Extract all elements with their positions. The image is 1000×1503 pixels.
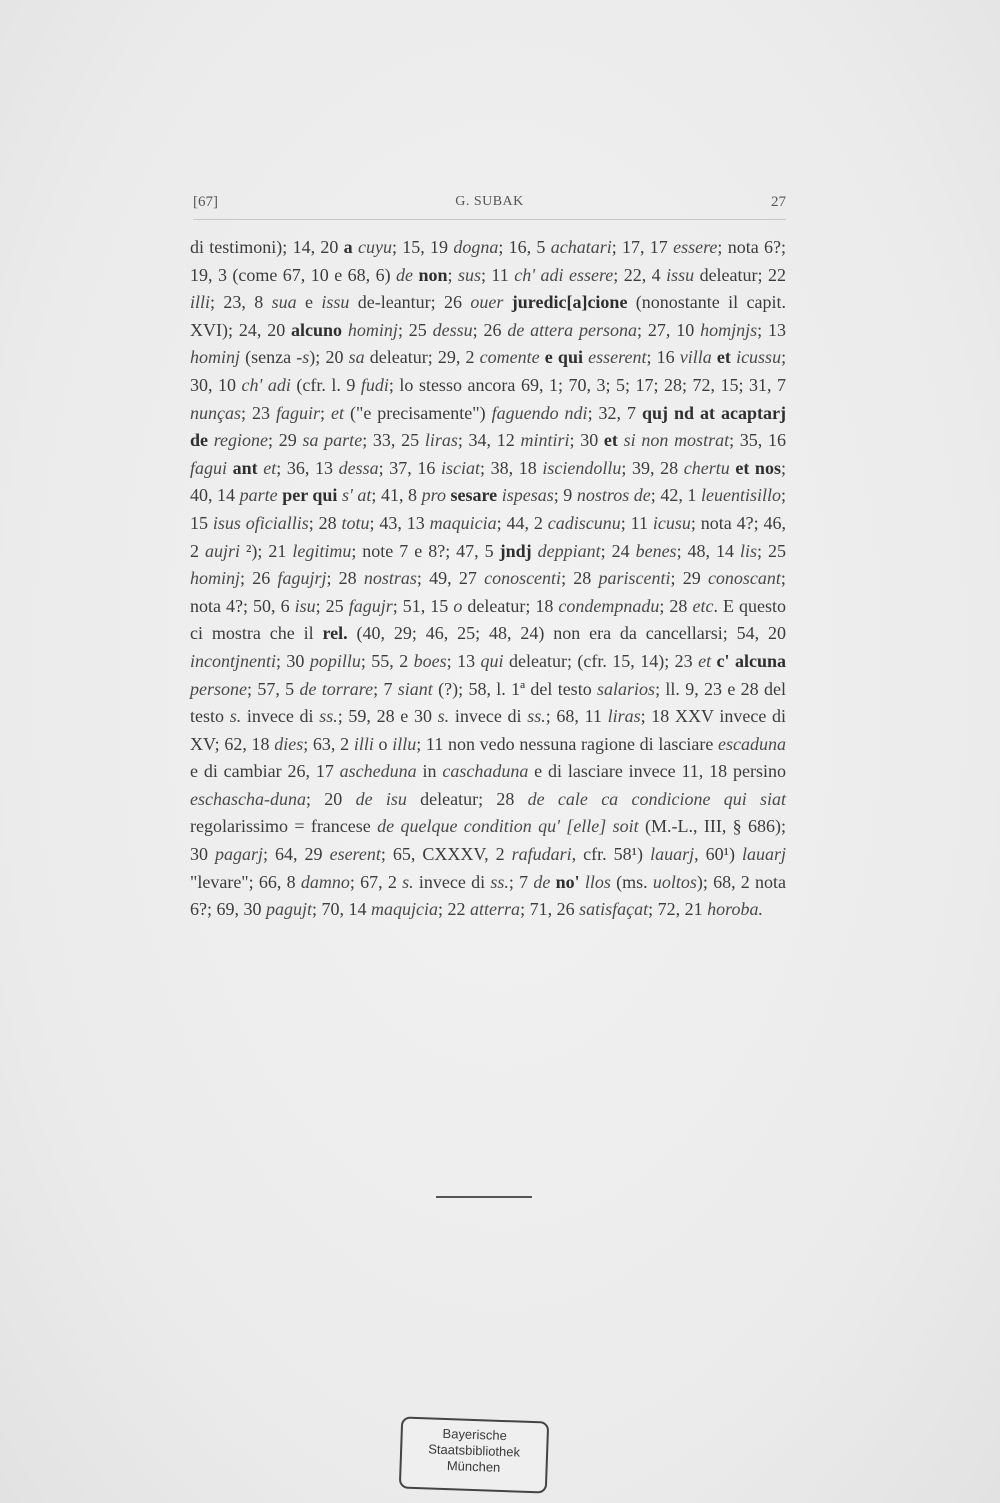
text-run: ; 23 bbox=[241, 402, 276, 423]
text-run: ; 37, 16 bbox=[378, 457, 441, 478]
italic-run: pagarj bbox=[215, 844, 264, 865]
italic-run: illi bbox=[190, 292, 211, 313]
bold-run: quj nd at acaptarj de bbox=[190, 402, 786, 451]
italic-run: lauarj bbox=[742, 844, 787, 865]
text-run: ; 71, 26 bbox=[520, 899, 580, 920]
italic-run: cadiscunu bbox=[547, 512, 621, 533]
italic-run: regione bbox=[213, 430, 269, 451]
text-run: ; bbox=[416, 568, 430, 589]
text-run: ; 22, 4 bbox=[613, 264, 667, 285]
text-run: ; 26 bbox=[472, 319, 508, 340]
italic-run: oficiallis bbox=[245, 512, 309, 533]
text-run: ; 28 bbox=[308, 512, 342, 533]
italic-run: illi bbox=[353, 733, 374, 754]
italic-run: condempnadu bbox=[558, 595, 660, 616]
text-run: ); 68, 2 nota 6?; bbox=[190, 871, 787, 920]
text-run: ; 25 bbox=[315, 595, 349, 616]
italic-run: sus bbox=[457, 264, 481, 285]
text-run: de-leantur; 26 bbox=[349, 292, 471, 313]
italic-run: totu bbox=[341, 512, 370, 533]
text-run: ; 63, 2 bbox=[303, 733, 354, 754]
text-run: e di lasciare invece 11, 18 persino bbox=[528, 761, 786, 782]
stamp-line-1: Bayerische bbox=[442, 1425, 508, 1444]
italic-run: issu bbox=[666, 264, 695, 285]
stamp-line-3: München bbox=[446, 1458, 501, 1475]
italic-run: hominj bbox=[347, 319, 398, 340]
text-run: ; nota 6?; 19, 3 (come 67, 10 e 68, 6) bbox=[190, 237, 786, 285]
italic-run: ch' adi bbox=[241, 374, 291, 395]
text-run: o bbox=[373, 733, 393, 754]
italic-run: fagujrj bbox=[277, 568, 327, 589]
text-run: ; 65, CXXXV, bbox=[380, 844, 496, 865]
bold-run: alcuno bbox=[291, 319, 343, 340]
italic-run: s' at bbox=[342, 485, 372, 506]
italic-run: cuyu bbox=[357, 237, 392, 257]
italic-run: qui bbox=[480, 650, 504, 671]
text-run: ; 25 bbox=[397, 319, 433, 340]
italic-run: nostros de bbox=[576, 485, 651, 506]
italic-run: benes bbox=[635, 540, 677, 561]
italic-run: dies bbox=[274, 733, 304, 754]
italic-run: faguir bbox=[275, 402, 320, 423]
italic-run: achatari bbox=[550, 237, 612, 257]
italic-run: de cale ca condicione qui siat bbox=[527, 788, 786, 809]
bold-run: et bbox=[603, 430, 618, 451]
text-run: invece di bbox=[246, 706, 320, 727]
italic-run: legitimu bbox=[292, 540, 352, 561]
text-run: di testimoni); 14, 20 bbox=[190, 237, 344, 257]
text-run: 2 bbox=[495, 844, 512, 865]
text-run: regolarissimo = francese bbox=[190, 816, 378, 837]
text-run: ; 64, 29 bbox=[263, 844, 330, 865]
text-run: . E bbox=[713, 595, 739, 616]
bold-run: jndj bbox=[499, 540, 532, 561]
italic-run: isciat bbox=[441, 457, 480, 478]
text-run: ; 26 bbox=[240, 568, 278, 589]
italic-run: aujri bbox=[204, 540, 240, 561]
italic-run: liras bbox=[424, 430, 458, 451]
italic-run: illu bbox=[392, 733, 417, 754]
header-page-number: 27 bbox=[771, 194, 786, 210]
text-run: ; bbox=[690, 512, 701, 533]
text-run: ; 24 bbox=[600, 540, 636, 561]
text-run: ; 55, 2 bbox=[360, 650, 414, 671]
italic-run: dessa bbox=[338, 457, 379, 478]
text-run: ; 38, 18 bbox=[480, 457, 543, 478]
italic-run: s. bbox=[437, 706, 450, 727]
text-run: (cfr. l. 9 bbox=[290, 374, 361, 395]
text-run: ; 30, 10 bbox=[190, 347, 787, 395]
italic-run: ch' adi essere bbox=[514, 264, 614, 285]
text-run: ; 28 bbox=[561, 568, 599, 589]
bold-run: juredic[a]cione bbox=[511, 292, 628, 313]
end-rule bbox=[436, 1196, 532, 1198]
italic-run: ss. bbox=[527, 706, 546, 727]
text-run: (senza - bbox=[240, 347, 303, 368]
text-run: XXV invece di XV; 62, 18 bbox=[190, 706, 786, 754]
italic-run: et bbox=[331, 402, 344, 423]
italic-run: sa parte bbox=[302, 430, 363, 451]
italic-run: dessu bbox=[432, 319, 473, 340]
italic-run: ispesas bbox=[501, 485, 554, 506]
text-run: ("e precisamente") bbox=[349, 402, 492, 423]
text-run: ; bbox=[320, 402, 331, 423]
text-run: ; 15, 19 bbox=[391, 237, 454, 257]
text-run: invece di bbox=[449, 706, 528, 727]
italic-run: lauarj bbox=[650, 844, 695, 865]
italic-run: sa bbox=[348, 347, 365, 368]
italic-run: essere bbox=[673, 237, 718, 257]
text-run: ; bbox=[349, 871, 361, 892]
text-run: ; 48, 14 bbox=[676, 540, 740, 561]
text-run: ; 70, 14 bbox=[312, 899, 372, 920]
italic-run: ouer bbox=[470, 292, 504, 313]
text-run: ; 30 bbox=[275, 650, 310, 671]
bold-run: et bbox=[716, 347, 731, 368]
text-run: in bbox=[422, 761, 443, 782]
text-run: ; 29 bbox=[268, 430, 303, 451]
italic-run: persone bbox=[190, 678, 247, 699]
italic-run: o bbox=[453, 595, 463, 616]
italic-run: faguendo ndi bbox=[491, 402, 588, 423]
italic-run: ss. bbox=[319, 706, 338, 727]
italic-run: mintiri bbox=[520, 430, 570, 451]
stamp-line-2: Staatsbibliothek bbox=[428, 1441, 521, 1460]
italic-run: eschascha-duna bbox=[190, 788, 306, 809]
italic-run: liras bbox=[607, 706, 641, 727]
text-run: ; 68, 11 bbox=[545, 706, 608, 727]
text-run: questo ci mostra che il bbox=[190, 595, 786, 644]
bold-run: no' bbox=[555, 871, 580, 892]
text-run: (nonostante il capit. XVI); 24, 20 bbox=[190, 292, 786, 340]
italic-run: pariscenti bbox=[598, 568, 671, 589]
text-run: ; 39, 28 bbox=[621, 457, 684, 478]
italic-run: villa bbox=[679, 347, 712, 368]
header-author: G. SUBAK bbox=[455, 194, 524, 209]
text-run: ; 28 bbox=[659, 595, 693, 616]
text-run: ; bbox=[757, 319, 768, 340]
text-run: ; bbox=[447, 264, 458, 285]
italic-run: boes bbox=[413, 650, 447, 671]
text-run: ; 28 bbox=[326, 568, 364, 589]
text-run: cancellarsi; 54, 20 bbox=[645, 623, 786, 644]
italic-run: s. bbox=[229, 706, 242, 727]
italic-run: etc bbox=[692, 595, 714, 616]
italic-run: si non bbox=[623, 430, 669, 451]
text-run: 16 bbox=[656, 347, 680, 368]
italic-run: llos bbox=[584, 871, 611, 892]
text-run: ; 40, 14 bbox=[190, 457, 786, 506]
text-run: ; 59, 28 e 30 bbox=[337, 706, 438, 727]
italic-run: de torrare bbox=[299, 678, 374, 699]
header-rule bbox=[193, 219, 786, 220]
italic-run: eserent bbox=[329, 844, 381, 865]
italic-run: fagujr bbox=[348, 595, 393, 616]
text-run: ; note 7 e 8?; 47, 5 bbox=[351, 540, 500, 561]
text-run: ; 35, 16 bbox=[729, 430, 786, 451]
text-run: ; 11 bbox=[480, 264, 515, 285]
text-run bbox=[503, 292, 511, 312]
italic-run: fudi bbox=[360, 374, 389, 395]
italic-run: isu bbox=[294, 595, 316, 616]
italic-run: lis bbox=[740, 540, 758, 561]
italic-run: isus bbox=[212, 512, 241, 533]
italic-run: siant bbox=[397, 678, 433, 699]
italic-run: dogna bbox=[453, 237, 499, 257]
italic-run: damno bbox=[300, 871, 350, 892]
italic-run: maquicia bbox=[429, 512, 497, 533]
italic-run: caschaduna bbox=[442, 761, 529, 782]
text-run: 8 bbox=[408, 485, 422, 506]
italic-run: nostras bbox=[363, 568, 417, 589]
text-run: (ms. bbox=[610, 871, 653, 892]
text-run: invece di bbox=[413, 871, 491, 892]
text-run: ; 11 bbox=[620, 512, 653, 533]
bold-run: c' alcuna bbox=[716, 650, 786, 671]
text-run: "levare"; 66, 8 bbox=[190, 871, 301, 892]
text-run: ; 36, 13 bbox=[276, 457, 339, 478]
text-run: ; 44, 2 bbox=[496, 512, 548, 533]
italic-run: incontjnenti bbox=[190, 650, 276, 671]
header-page-bracket: [67] bbox=[193, 194, 218, 210]
text-run: ; nota 4?; 50, 6 bbox=[190, 568, 786, 616]
italic-run: escaduna bbox=[718, 733, 786, 754]
text-run: deleatur; 18 bbox=[462, 595, 559, 616]
bold-run: non bbox=[418, 264, 448, 285]
italic-run: leuentisillo bbox=[700, 485, 781, 506]
text-run: , 60¹) bbox=[694, 844, 742, 865]
italic-run: homjnjs bbox=[700, 319, 758, 340]
text-run: , cfr. 58¹) bbox=[571, 844, 651, 865]
italic-run: s. bbox=[402, 871, 414, 892]
italic-run: pro bbox=[421, 485, 446, 506]
italic-run: de bbox=[396, 264, 414, 285]
bold-run: sesare bbox=[450, 485, 498, 506]
text-run: 67, 2 bbox=[360, 871, 403, 892]
bold-run: rel. bbox=[322, 623, 348, 644]
italic-run: icussu bbox=[736, 347, 782, 368]
text-run: 13 bbox=[767, 319, 786, 340]
text-run: nota 4?; 46, 2 bbox=[190, 512, 786, 561]
text-run: e bbox=[296, 292, 322, 313]
text-run: ; 43, 13 bbox=[369, 512, 430, 533]
text-run: ; 42, 1 bbox=[650, 485, 701, 506]
text-run: ; 13 bbox=[446, 650, 481, 671]
italic-run: mostrat bbox=[674, 430, 730, 451]
running-header bbox=[193, 194, 786, 218]
italic-run: popillu bbox=[309, 650, 361, 671]
text-run: ; 22 bbox=[438, 899, 471, 920]
italic-run: de isu bbox=[355, 788, 407, 809]
italic-run: sua bbox=[271, 292, 297, 313]
italic-run: horoba. bbox=[707, 899, 763, 920]
text-run: ; 27, 10 bbox=[637, 319, 701, 340]
italic-run: hominj bbox=[190, 568, 241, 589]
bold-run: ant bbox=[232, 457, 258, 478]
italic-run: de attera persona bbox=[507, 319, 638, 340]
text-run: (?); 58, l. 1ª del testo bbox=[432, 678, 598, 699]
text-run: ; 41, bbox=[371, 485, 409, 506]
italic-run: satisfaçat bbox=[579, 899, 649, 920]
italic-run: icusu bbox=[652, 512, 691, 533]
italic-run: uoltos bbox=[652, 871, 697, 892]
italic-run: chertu bbox=[683, 457, 730, 478]
text-run: 69, 30 bbox=[216, 899, 266, 920]
bold-run: per qui bbox=[282, 485, 338, 506]
text-run: (M.-L., III, § 686); 30 bbox=[190, 816, 786, 865]
italic-run: esserent bbox=[588, 347, 647, 368]
italic-run: parte bbox=[239, 485, 278, 506]
italic-run: de quelque condition qu' [elle] soit bbox=[377, 816, 639, 837]
text-run: 49, 27 bbox=[429, 568, 485, 589]
text-run: ; 20 bbox=[305, 788, 356, 809]
italic-run: nunças bbox=[190, 402, 241, 423]
bold-run: et nos bbox=[735, 457, 781, 478]
body-paragraph bbox=[190, 234, 786, 924]
text-run: ; 32, 7 bbox=[587, 402, 643, 423]
text-run: ); 20 bbox=[309, 347, 349, 368]
text-run: ; bbox=[373, 678, 384, 699]
italic-run: hominj bbox=[190, 347, 241, 368]
text-run: ; 33, 25 bbox=[362, 430, 425, 451]
italic-run: et bbox=[698, 650, 712, 671]
bold-run: e qui bbox=[544, 347, 583, 368]
italic-run: comente bbox=[479, 347, 540, 368]
text-run: ; 57, 5 bbox=[247, 678, 300, 699]
italic-run: rafudari bbox=[511, 844, 572, 865]
text-run: ; ll. 9, 23 e 28 del testo bbox=[190, 678, 786, 727]
text-run: 69, 1; 70, 3; 5; 17; 28; 72, 15; 31, 7 bbox=[520, 374, 787, 395]
text-run: ; 34, 12 bbox=[457, 430, 521, 451]
italic-run: isciendollu bbox=[542, 457, 622, 478]
italic-run: maqujcia bbox=[371, 899, 439, 920]
text-run: ; 9 bbox=[553, 485, 577, 506]
italic-run: conoscant bbox=[707, 568, 781, 589]
italic-run: fagui bbox=[190, 457, 228, 478]
text-run: ; 51, 15 bbox=[392, 595, 454, 616]
text-run: deleatur; 29, 2 bbox=[364, 347, 480, 368]
italic-run: deppiant bbox=[537, 540, 601, 561]
text-run: e di cambiar 26, 17 bbox=[190, 761, 340, 782]
text-run: ; bbox=[646, 347, 657, 368]
text-run: ; 7 bbox=[508, 871, 534, 892]
text-run: deleatur; 22 bbox=[694, 264, 786, 285]
text-run: (40, 29; 46, 25; 48, 24) non era da bbox=[347, 623, 646, 644]
library-stamp bbox=[399, 1416, 549, 1493]
italic-run: salarios bbox=[597, 678, 656, 699]
text-run: ; 23, 8 bbox=[210, 292, 272, 313]
text-run: 7 bbox=[383, 678, 398, 699]
text-run: deleatur; 28 bbox=[406, 788, 528, 809]
italic-run: pagujt bbox=[266, 899, 313, 920]
text-run: ; 30 bbox=[569, 430, 604, 451]
text-run: ; 18 bbox=[640, 706, 675, 727]
text-run: ²); 21 bbox=[240, 540, 293, 561]
text-run: ; 25 bbox=[757, 540, 786, 561]
italic-run: et bbox=[263, 457, 277, 478]
text-run: ; 11 non vedo bbox=[416, 733, 520, 754]
text-run: ; 29 bbox=[670, 568, 708, 589]
text-run: ; 16, 5 bbox=[498, 237, 551, 257]
text-run: ; 15 bbox=[190, 485, 786, 533]
italic-run: issu bbox=[321, 292, 350, 313]
italic-run: conoscenti bbox=[484, 568, 562, 589]
text-run: ; 17, 17 bbox=[611, 237, 674, 257]
text-run: deleatur; (cfr. 15, 14); 23 bbox=[509, 650, 699, 671]
text-run: ; lo stesso ancora bbox=[388, 374, 521, 395]
italic-run: ascheduna bbox=[339, 761, 417, 782]
text-run: nessuna ragione di lasciare bbox=[519, 733, 719, 754]
text-run: ; bbox=[648, 899, 658, 920]
bold-run: a bbox=[343, 237, 353, 257]
italic-run: atterra bbox=[470, 899, 521, 920]
italic-run: s bbox=[302, 347, 310, 368]
italic-run: de bbox=[533, 871, 551, 892]
italic-run: ss. bbox=[490, 871, 509, 892]
text-run: 72, 21 bbox=[657, 899, 708, 920]
